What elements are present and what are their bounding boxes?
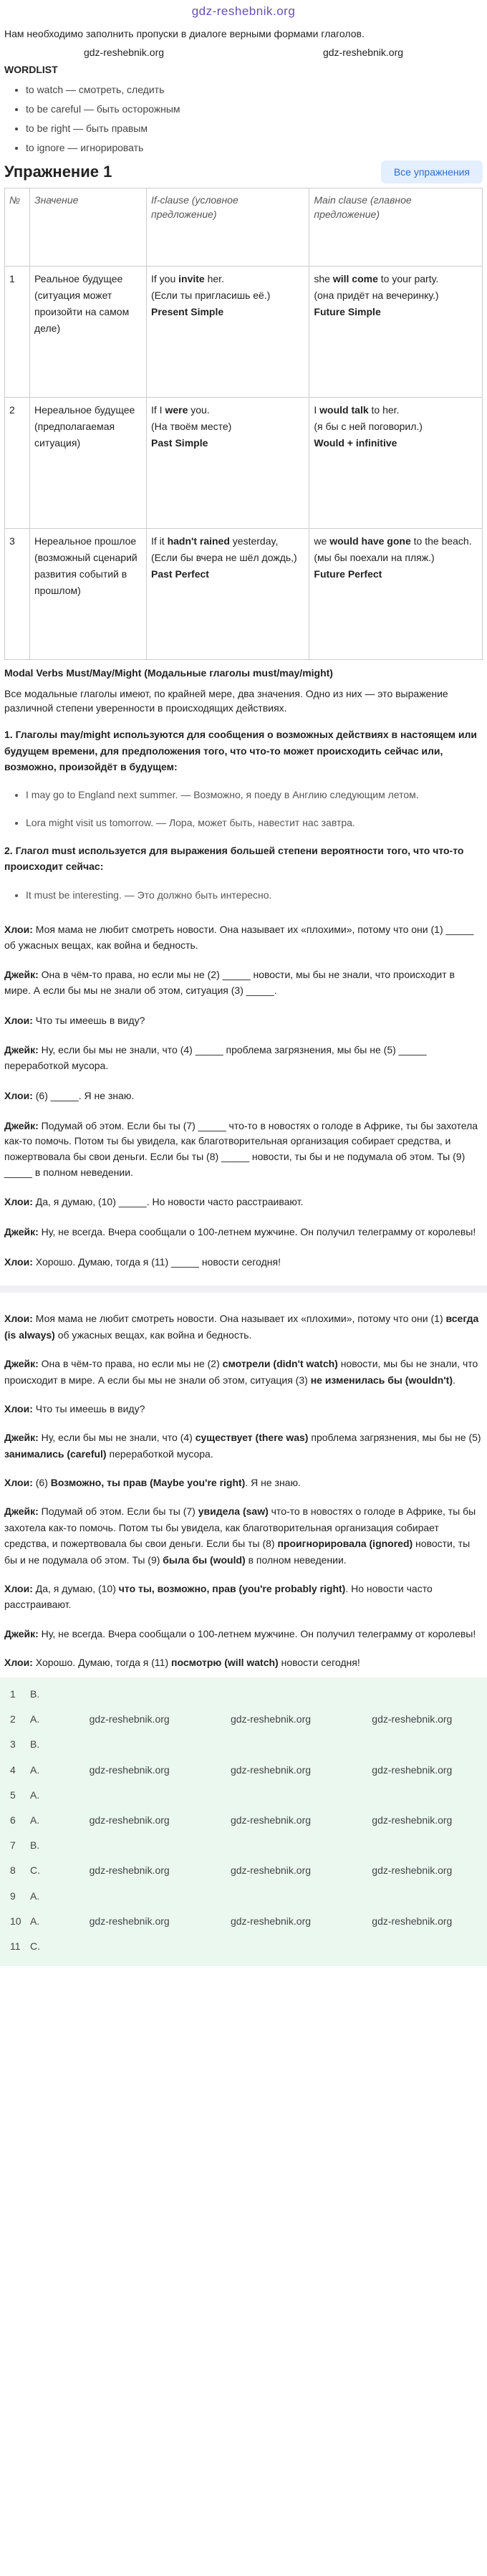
row-meaning: Нереальное прошлое (возможный сценарий развития событий в прошлом) — [30, 528, 147, 659]
line-text: новости, мы бы не знали, что происходит в мире. А если бы мы не знали об этом, ситуация (3) — [4, 1358, 478, 1386]
answer-row — [10, 1682, 483, 1707]
dialog-line — [4, 1081, 483, 1111]
speaker: Хлои: — [4, 1014, 33, 1026]
dialog-line — [4, 960, 483, 1005]
answer-line — [4, 1619, 483, 1648]
top-watermark: gdz-reshebnik.org — [191, 4, 296, 18]
if-text: her. — [204, 272, 224, 284]
main-tense: Future Perfect — [314, 568, 382, 580]
table-row — [5, 266, 483, 397]
exercise-title: Упражнение 1 — [4, 162, 112, 181]
line-text: Что ты имеешь в виду? — [32, 1402, 145, 1414]
answer-value: B. — [30, 1738, 40, 1751]
modals-title: Modal Verbs Must/May/Might (Модальные глаголы must/may/might) — [4, 666, 333, 679]
watermark: gdz-reshebnik.org — [230, 1864, 312, 1877]
watermark: gdz-reshebnik.org — [322, 46, 404, 58]
table-header: If-clause (условное предложение) — [147, 188, 309, 266]
watermark: gdz-reshebnik.org — [89, 1713, 170, 1725]
exercise-header — [4, 161, 483, 183]
watermark: gdz-reshebnik.org — [89, 1915, 170, 1927]
answer-fill: была бы (would) — [163, 1553, 246, 1566]
watermark: gdz-reshebnik.org — [230, 1814, 312, 1826]
answer-row — [10, 1808, 483, 1833]
answer-value: C. — [30, 1940, 40, 1952]
answer-value: A. — [30, 1814, 40, 1826]
table-header: Значение — [30, 188, 147, 266]
modals-paragraph: Все модальные глаголы имеют, по крайней мере, два значения. Одно из них — это выражение различной степени уверенности в происходящих действиях. — [4, 688, 448, 714]
answer-row — [10, 1883, 483, 1908]
watermark: gdz-reshebnik.org — [83, 46, 165, 58]
speaker: Джейк: — [4, 1358, 39, 1370]
main-text: to your party. — [377, 272, 439, 284]
speaker: Джейк: — [4, 1627, 39, 1639]
if-translation: (Если ты пригласишь её.) — [151, 289, 271, 301]
speaker: Хлои: — [4, 1196, 33, 1208]
answer-value: A. — [30, 1763, 40, 1776]
line-text: Что ты имеешь в виду? — [32, 1014, 145, 1026]
watermark: gdz-reshebnik.org — [89, 1814, 170, 1826]
watermark: gdz-reshebnik.org — [372, 1713, 453, 1725]
speaker: Джейк: — [4, 1044, 39, 1056]
if-tense: Past Simple — [151, 436, 208, 449]
line-text: Ну, если бы мы не знали, что (4) — [38, 1432, 196, 1444]
watermark: gdz-reshebnik.org — [230, 1915, 312, 1927]
line-text: переработкой мусора. — [106, 1447, 213, 1460]
answer-number: 5 — [10, 1789, 16, 1801]
speaker: Джейк: — [4, 1225, 39, 1237]
answer-line — [4, 1304, 483, 1349]
dialog-line — [4, 1035, 483, 1081]
all-exercises-button[interactable]: Все упражнения — [381, 161, 483, 183]
answer-number: 1 — [10, 1688, 16, 1700]
speaker: Джейк: — [4, 969, 39, 981]
if-text: If you — [151, 272, 179, 284]
speaker: Джейк: — [4, 1432, 39, 1444]
main-clause-cell — [309, 266, 483, 397]
dialog-line — [4, 1111, 483, 1188]
table-row — [5, 528, 483, 659]
line-text: новости, ты бы и не подумала об этом. Ты (9) — [4, 1538, 471, 1566]
answer-number: 8 — [10, 1864, 16, 1877]
line-text: (6) _____. Я не знаю. — [32, 1089, 135, 1101]
answer-fill: не изменилась бы (wouldn't) — [310, 1374, 453, 1386]
row-number: 2 — [5, 397, 30, 528]
watermark: gdz-reshebnik.org — [89, 1763, 170, 1776]
watermark: gdz-reshebnik.org — [372, 1864, 453, 1877]
line-text: Да, я думаю, (10) — [32, 1583, 119, 1595]
answer-row — [10, 1757, 483, 1782]
conditionals-table — [4, 188, 483, 660]
line-text: Подумай об этом. Если бы ты (7) — [38, 1505, 198, 1518]
speaker: Хлои: — [4, 1402, 33, 1414]
dialog-line — [4, 1217, 483, 1248]
wordlist-item: • to watch — смотреть, следить — [26, 82, 483, 97]
example-item: • I may go to England next summer. — Возможно, я поеду в Англию следующим летом. — [26, 787, 483, 802]
if-clause-cell — [147, 528, 309, 659]
example-item: • Lora might visit us tomorrow. — Лора, может быть, навестит нас завтра. — [26, 815, 483, 830]
watermark: gdz-reshebnik.org — [372, 1814, 453, 1826]
if-verb: were — [165, 403, 188, 416]
answer-number: 2 — [10, 1713, 16, 1725]
answer-row — [10, 1707, 483, 1732]
main-verb: would talk — [319, 403, 369, 416]
answer-row — [10, 1933, 483, 1958]
if-clause-cell — [147, 266, 309, 397]
speaker: Хлои: — [4, 1657, 33, 1669]
row-number: 1 — [5, 266, 30, 397]
wordlist — [4, 82, 483, 155]
line-text: Моя мама не любит смотреть новости. Она называет их «плохими», потому что они (1) — [32, 1313, 446, 1325]
main-translation: (она придёт на вечеринку.) — [314, 289, 439, 301]
line-text: новости сегодня! — [278, 1657, 360, 1669]
answer-value: A. — [30, 1713, 40, 1725]
line-text: Да, я думаю, (10) _____. Но новости часто расстраивают. — [32, 1196, 304, 1208]
answer-fill: всегда (is always) — [4, 1313, 479, 1341]
line-text: что-то в новостях о голоде в Африке, ты бы захотела как-то помочь. Потом ты бы увидела, как благотворительная организация собирает средства, и пожертвовала бы свои деньги. Если бы ты (8) — [4, 1505, 476, 1550]
example-item: • It must be interesting. — Это должно быть интересно. — [26, 888, 483, 902]
line-text: Она в чём-то права, но если мы не (2) _____ новости, мы бы не знали, что происходит в мире. А если бы мы не знали об этом, ситуация (3) _____. — [4, 969, 455, 997]
line-text: . Я не знаю. — [245, 1477, 301, 1489]
answer-number: 10 — [10, 1915, 21, 1927]
answer-value: A. — [30, 1915, 40, 1927]
section-divider — [0, 1285, 487, 1293]
rule-must: 2. Глагол must используется для выражения большей степени вероятности того, что что-то происходит сейчас: — [4, 844, 464, 873]
line-text: проблема загрязнения, мы бы не (5) — [308, 1432, 481, 1444]
main-text: she — [314, 272, 333, 284]
main-tense: Would + infinitive — [314, 436, 397, 449]
answer-number: 11 — [10, 1940, 21, 1952]
line-text: Она в чём-то права, но если мы не (2) — [38, 1358, 223, 1370]
if-text: you. — [188, 403, 210, 416]
line-text: Моя мама не любит смотреть новости. Она называет их «плохими», потому что они (1) _____ об ужасных вещах, как война и бедность. — [4, 924, 474, 951]
watermark: gdz-reshebnik.org — [372, 1763, 453, 1776]
if-translation: (Если бы вчера не шёл дождь,) — [151, 551, 297, 563]
answer-value: A. — [30, 1890, 40, 1902]
main-translation: (мы бы поехали на пляж.) — [314, 551, 435, 563]
dialog-line — [4, 915, 483, 960]
answer-number: 4 — [10, 1763, 16, 1776]
line-text: Хорошо. Думаю, тогда я (11) _____ новости сегодня! — [32, 1255, 281, 1268]
if-tense: Present Simple — [151, 305, 224, 317]
speaker: Хлои: — [4, 1477, 33, 1489]
answer-number: 6 — [10, 1814, 16, 1826]
line-text: Подумай об этом. Если бы ты (7) _____ что-то в новостях о голоде в Африке, ты бы захотела как-то помочь. Потом ты бы увидела, как благотворительная организация собирает средства, и пожертвовала бы свои деньги. Если бы ты (8) _____ новости, ты бы и не подумала об этом. Ты (9) _____ в полном неведении. — [4, 1119, 478, 1178]
main-text: we — [314, 535, 330, 547]
table-header: № — [5, 188, 30, 266]
main-clause-cell — [309, 528, 483, 659]
answer-line — [4, 1574, 483, 1619]
answer-value: C. — [30, 1864, 40, 1877]
row-number: 3 — [5, 528, 30, 659]
line-text: . — [453, 1374, 455, 1386]
main-text: to her. — [368, 403, 400, 416]
answer-row — [10, 1858, 483, 1883]
if-text: If I — [151, 403, 165, 416]
speaker: Хлои: — [4, 1583, 33, 1595]
watermark: gdz-reshebnik.org — [230, 1713, 312, 1725]
line-text: Ну, не всегда. Вчера сообщали о 100-летнем мужчине. Он получил телеграмму от королевы! — [38, 1225, 476, 1237]
watermark: gdz-reshebnik.org — [372, 1915, 453, 1927]
answer-number: 3 — [10, 1738, 16, 1751]
main-tense: Future Simple — [314, 305, 381, 317]
answer-value: B. — [30, 1839, 40, 1852]
line-text: в полном неведении. — [245, 1553, 347, 1566]
answer-number: 7 — [10, 1839, 16, 1852]
speaker: Джейк: — [4, 1505, 39, 1518]
line-text: . Но новости часто расстраивают. — [4, 1583, 433, 1611]
speaker: Хлои: — [4, 1313, 33, 1325]
answer-row — [10, 1908, 483, 1933]
answer-line — [4, 1394, 483, 1423]
wordlist-item: • to be careful — быть осторожным — [26, 102, 483, 116]
line-text: Ну, если бы мы не знали, что (4) _____ проблема загрязнения, мы бы не (5) _____ переработкой мусора. — [4, 1044, 427, 1072]
main-verb: would have gone — [329, 535, 411, 547]
speaker: Хлои: — [4, 1089, 33, 1101]
speaker: Джейк: — [4, 1119, 39, 1131]
watermark-row — [4, 45, 483, 59]
answer-dialog — [4, 1304, 483, 1677]
main-clause-cell — [309, 397, 483, 528]
answers-list — [0, 1677, 487, 1966]
wordlist-item: • to be right — быть правым — [26, 121, 483, 135]
line-text: (6) — [32, 1477, 51, 1489]
watermark: gdz-reshebnik.org — [230, 1763, 312, 1776]
wordlist-item: • to ignore — игнорировать — [26, 140, 483, 155]
if-translation: (На твоём месте) — [151, 420, 232, 432]
answer-fill: посмотрю (will watch) — [171, 1657, 279, 1669]
answer-line — [4, 1648, 483, 1677]
answer-line — [4, 1349, 483, 1394]
if-verb: invite — [178, 272, 205, 284]
answer-row — [10, 1732, 483, 1757]
answer-line — [4, 1423, 483, 1468]
answer-row — [10, 1782, 483, 1807]
line-text: Хорошо. Думаю, тогда я (11) — [32, 1657, 172, 1669]
main-verb: will come — [332, 272, 378, 284]
answer-fill: проигнорировала (ignored) — [277, 1538, 413, 1550]
main-translation: (я бы с ней поговорил.) — [314, 420, 423, 432]
answer-fill: существует (there was) — [195, 1432, 309, 1444]
examples-list — [4, 787, 483, 830]
dialog-line — [4, 1187, 483, 1217]
table-header-row — [5, 188, 483, 266]
line-text: Ну, не всегда. Вчера сообщали о 100-летнем мужчине. Он получил телеграмму от королевы! — [38, 1627, 476, 1639]
if-clause-cell — [147, 397, 309, 528]
intro-text: Нам необходимо заполнить пропуски в диалоге верными формами глаголов. — [4, 27, 365, 39]
answer-value: A. — [30, 1789, 40, 1801]
main-text: I — [314, 403, 320, 416]
answer-fill: смотрели (didn't watch) — [222, 1358, 338, 1370]
answer-line — [4, 1468, 483, 1497]
answer-number: 9 — [10, 1890, 16, 1902]
answer-fill: что ты, возможно, прав (you're probably right) — [118, 1583, 346, 1595]
if-tense: Past Perfect — [151, 568, 209, 580]
answer-row — [10, 1833, 483, 1858]
dialog-line — [4, 1248, 483, 1278]
answer-line — [4, 1497, 483, 1574]
dialog-task — [4, 915, 483, 1277]
if-verb: hadn't rained — [167, 535, 230, 547]
speaker: Хлои: — [4, 924, 33, 936]
row-meaning: Реальное будущее (ситуация может произойти на самом деле) — [30, 266, 147, 397]
wordlist-title: WORDLIST — [4, 64, 58, 76]
if-text: yesterday, — [229, 535, 279, 547]
if-text: If it — [151, 535, 168, 547]
row-meaning: Нереальное будущее (предполагаемая ситуация) — [30, 397, 147, 528]
answer-fill: занимались (careful) — [4, 1447, 107, 1460]
answer-value: B. — [30, 1688, 40, 1700]
main-text: to the beach. — [410, 535, 472, 547]
table-header: Main clause (главное предложение) — [309, 188, 483, 266]
watermark: gdz-reshebnik.org — [89, 1864, 170, 1877]
speaker: Хлои: — [4, 1255, 33, 1268]
table-row — [5, 397, 483, 528]
examples-list — [4, 888, 483, 902]
line-text: об ужасных вещах, как война и бедность. — [54, 1328, 252, 1341]
dialog-line — [4, 1006, 483, 1036]
answer-fill: Возможно, ты прав (Maybe you're right) — [50, 1477, 246, 1489]
answer-fill: увидела (saw) — [198, 1505, 269, 1518]
rule-may-might: 1. Глаголы may/might используются для сообщения о возможных действиях в настоящем или будущем времени, для предположения того, что что-то может происходить сейчас или, возможно, произойдёт в будущем: — [4, 729, 478, 772]
